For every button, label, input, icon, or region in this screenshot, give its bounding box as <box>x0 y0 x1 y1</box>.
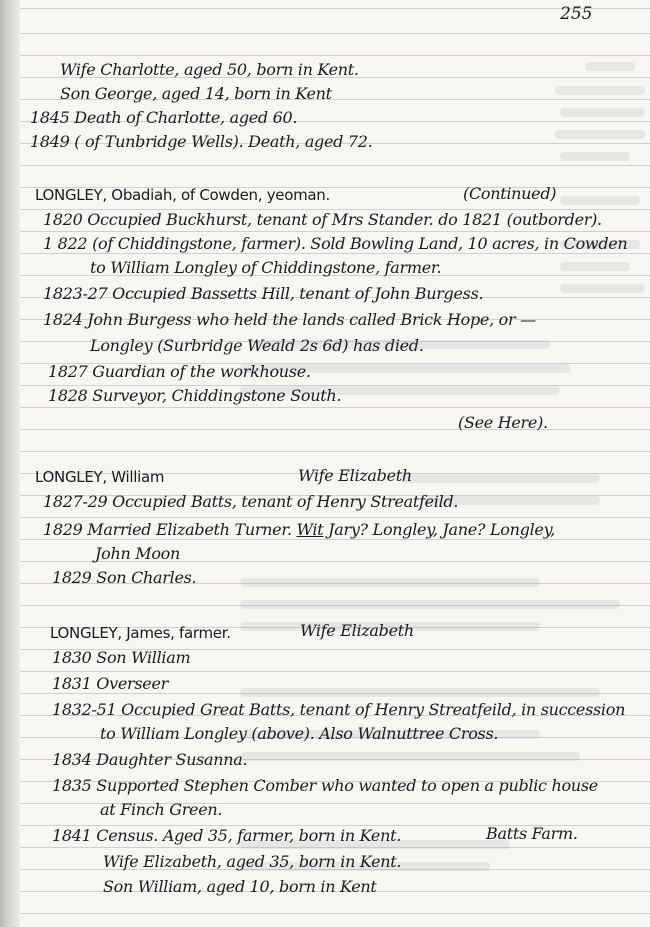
entry-1831: 1831 Overseer <box>52 674 168 693</box>
heading-obadiah-longley: LONGLEY, Obadiah, of Cowden, yeoman. <box>35 186 330 204</box>
entry-1841-wife: Wife Elizabeth, aged 35, born in Kent. <box>103 852 402 871</box>
entry-1830: 1830 Son William <box>52 648 191 667</box>
entry-1829-witnesses: Jary? Longley, Jane? Longley, <box>323 520 555 539</box>
entry-1827: 1827 Guardian of the workhouse. <box>48 362 311 381</box>
entry-1835: 1835 Supported Stephen Comber who wanted to open a public house <box>52 776 598 795</box>
entry-1832-51: 1832-51 Occupied Great Batts, tenant of Henry Streatfeild, in succession <box>52 700 626 719</box>
page-number: 255 <box>560 4 593 24</box>
entry-son-george: Son George, aged 14, born in Kent <box>60 84 332 103</box>
entry-1822-cont: to William Longley of Chiddingstone, farmer. <box>90 258 442 277</box>
entry-1845-death: 1845 Death of Charlotte, aged 60. <box>30 108 298 127</box>
entry-1829-son: 1829 Son Charles. <box>52 568 197 587</box>
heading-james-longley: LONGLEY, James, farmer. <box>50 624 231 642</box>
witness-abbrev: Wit <box>296 520 324 539</box>
entry-1841-census: 1841 Census. Aged 35, farmer, born in Kent. <box>52 826 401 845</box>
page-binding <box>0 0 20 927</box>
entry-1834: 1834 Daughter Susanna. <box>52 750 248 769</box>
entry-1823-27: 1823-27 Occupied Bassetts Hill, tenant of John Burgess. <box>43 284 484 303</box>
entry-1841-son: Son William, aged 10, born in Kent <box>103 877 377 896</box>
entry-1832-51-cont: to William Longley (above). Also Walnuttree Cross. <box>100 724 499 743</box>
entry-1827-29: 1827-29 Occupied Batts, tenant of Henry Streatfeild. <box>43 492 459 511</box>
entry-1835-cont: at Finch Green. <box>100 800 223 819</box>
james-wife: Wife Elizabeth <box>300 621 414 640</box>
entry-1828: 1828 Surveyor, Chiddingstone South. <box>48 386 342 405</box>
entry-1829-married-text: 1829 Married Elizabeth Turner. <box>43 520 297 539</box>
entry-1820: 1820 Occupied Buckhurst, tenant of Mrs Stander. do 1821 (outborder). <box>43 210 602 229</box>
entry-wife-charlotte: Wife Charlotte, aged 50, born in Kent. <box>60 60 359 79</box>
batts-farm-note: Batts Farm. <box>486 824 578 843</box>
entry-1824-cont: Longley (Surbridge Weald 2s 6d) has died. <box>90 336 424 355</box>
entry-1829-married <box>43 520 555 539</box>
entry-1822: 1 822 (of Chiddingstone, farmer). Sold Bowling Land, 10 acres, in Cowden <box>43 234 628 253</box>
william-wife: Wife Elizabeth <box>298 466 412 485</box>
entry-1849-death: 1849 ( of Tunbridge Wells). Death, aged 72. <box>30 132 373 151</box>
entry-1829-witness-cont: John Moon <box>95 544 180 563</box>
heading-william-longley: LONGLEY, William <box>35 468 165 486</box>
entry-1824: 1824 John Burgess who held the lands called Brick Hope, or — <box>43 310 536 329</box>
see-here-note: (See Here). <box>458 413 548 432</box>
continued-note: (Continued) <box>463 184 557 203</box>
